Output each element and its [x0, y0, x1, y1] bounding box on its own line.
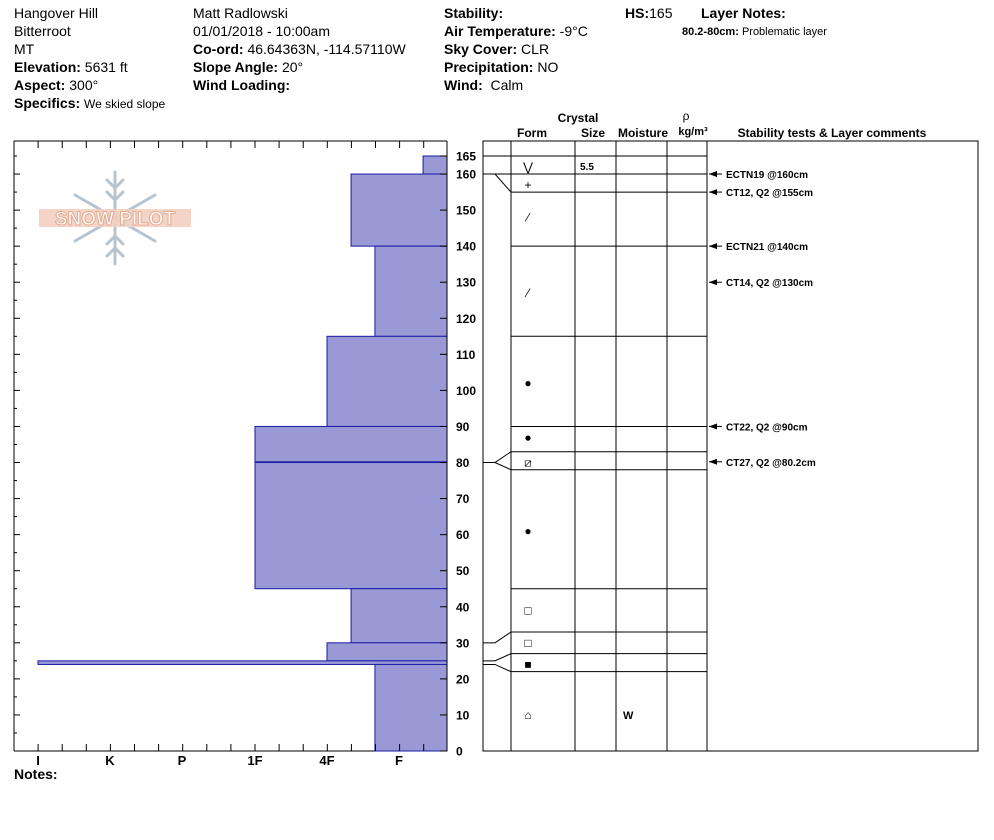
grain-form-symbol: ● — [524, 430, 532, 445]
depth-tick-label: 90 — [456, 419, 470, 434]
boundary-connector — [483, 664, 511, 671]
stability-header: Stability tests & Layer comments — [737, 126, 927, 140]
grain-form-symbol: ● — [524, 376, 532, 391]
precip-label: Precipitation: — [444, 59, 534, 75]
stability-test-label: CT14, Q2 @130cm — [726, 278, 814, 290]
depth-tick-label: 0 — [456, 744, 463, 759]
aspect-label: Aspect: — [14, 77, 66, 93]
air-temp-label: Air Temperature: — [444, 23, 556, 39]
hardness-tick-label: I — [36, 753, 40, 768]
depth-tick-label: 30 — [456, 636, 470, 651]
depth-tick-label: 40 — [456, 600, 470, 615]
slope-value: 20° — [281, 59, 304, 75]
column-headers — [517, 109, 927, 140]
air-temp-value: -9°C — [559, 23, 588, 39]
elevation-value: 5631 ft — [84, 59, 128, 75]
grain-form-symbol: ⌂ — [524, 707, 532, 722]
depth-tick-label: 20 — [456, 672, 470, 687]
hs-label: HS: — [625, 5, 650, 21]
observation-datetime: 01/01/2018 - 10:00am — [193, 23, 330, 39]
depth-tick-label: 140 — [456, 239, 477, 254]
depth-tick-label: 80 — [456, 456, 470, 471]
stability-label: Stability: — [444, 5, 504, 21]
specifics-label: Specifics: — [14, 95, 81, 111]
stability-test-label: ECTN19 @160cm — [726, 170, 809, 182]
depth-tick-label: 60 — [456, 528, 470, 543]
grain-form-symbol: ⁄ — [526, 210, 530, 225]
boundary-connector — [483, 452, 511, 463]
grain-form-symbol: ⧄ — [524, 455, 532, 470]
notes-label: Notes: — [14, 766, 58, 782]
hardness-bar — [327, 336, 447, 426]
grain-form-symbol: ■ — [524, 657, 532, 672]
boundary-connector — [483, 174, 511, 192]
logo-text: SNOW PILOT — [54, 209, 176, 230]
layer-table — [483, 141, 978, 751]
stability-test-label: ECTN21 @140cm — [726, 242, 809, 254]
sky-value: CLR — [521, 41, 550, 57]
hardness-bar — [375, 246, 447, 336]
depth-tick-label: 10 — [456, 708, 470, 723]
density-unit-header: kg/m³ — [678, 126, 708, 138]
mountain-range: Bitterroot — [14, 23, 71, 39]
grain-form-symbol: □ — [524, 603, 532, 618]
wind-value: Calm — [490, 77, 524, 93]
boundary-connector — [483, 463, 511, 470]
depth-tick-label: 120 — [456, 311, 477, 326]
hardness-panel — [14, 141, 447, 768]
hardness-bar — [375, 664, 447, 751]
location-name: Hangover Hill — [14, 5, 99, 21]
grain-form-symbol: ⋁ — [523, 159, 533, 174]
precip-value: NO — [537, 59, 559, 75]
hardness-tick-label: P — [177, 753, 187, 768]
size-header: Size — [580, 126, 606, 140]
snowpilot-logo — [39, 172, 191, 264]
depth-tick-label: 130 — [456, 275, 477, 290]
hardness-bar — [38, 661, 447, 665]
wind-label: Wind: — [444, 77, 483, 93]
layer-notes-label: Layer Notes: — [701, 5, 786, 21]
moisture-header: Moisture — [617, 126, 669, 140]
depth-tick-label: 70 — [456, 492, 470, 507]
aspect-value: 300° — [69, 77, 99, 93]
hardness-tick-label: 4F — [319, 753, 335, 768]
grain-form-symbol: □ — [524, 635, 532, 650]
rho-header: ρ — [682, 109, 690, 123]
hardness-bar — [255, 426, 447, 461]
hs-value: 165 — [649, 5, 673, 21]
boundary-connector — [483, 632, 511, 643]
depth-tick-label: 165 — [456, 149, 477, 164]
sky-label: Sky Cover: — [444, 41, 518, 57]
hardness-bar — [351, 589, 447, 643]
depth-tick-label: 100 — [456, 383, 477, 398]
specifics-value: We skied slope — [84, 97, 166, 111]
hardness-tick-label: 1F — [247, 753, 263, 768]
grain-form-symbol: ● — [524, 524, 532, 539]
boundary-connector — [483, 654, 511, 661]
elevation-label: Elevation: — [14, 59, 81, 75]
depth-tick-label: 160 — [456, 167, 477, 182]
slope-label: Slope Angle: — [193, 59, 279, 75]
depth-tick-label: 150 — [456, 203, 477, 218]
depth-tick-label: 110 — [456, 347, 476, 362]
hardness-bar — [327, 643, 447, 661]
state: MT — [14, 41, 35, 57]
stability-test-label: CT22, Q2 @90cm — [726, 422, 808, 434]
crystal-header: Crystal — [557, 111, 599, 125]
stability-test-label: CT12, Q2 @155cm — [726, 188, 814, 200]
grain-form-symbol: ⁄ — [526, 286, 530, 301]
hardness-bar — [255, 463, 447, 589]
form-header: Form — [517, 126, 547, 140]
observer-name: Matt Radlowski — [193, 5, 288, 21]
hardness-tick-label: K — [105, 753, 115, 768]
wind-loading-label: Wind Loading: — [193, 77, 291, 93]
layer-notes-text: Problematic layer — [741, 26, 827, 38]
depth-tick-label: 50 — [456, 564, 470, 579]
layer-notes-range: 80.2-80cm: — [682, 26, 739, 38]
grain-size: 5.5 — [580, 161, 594, 173]
hardness-tick-label: F — [395, 753, 403, 768]
hardness-bar — [423, 156, 447, 174]
stability-test-label: CT27, Q2 @80.2cm — [726, 457, 816, 469]
coord-value: 46.64363N, -114.57110W — [247, 41, 406, 57]
grain-form-symbol: + — [524, 177, 532, 192]
hardness-bar — [351, 174, 447, 246]
coord-label: Co-ord: — [193, 41, 244, 57]
moisture-value: W — [623, 709, 634, 722]
